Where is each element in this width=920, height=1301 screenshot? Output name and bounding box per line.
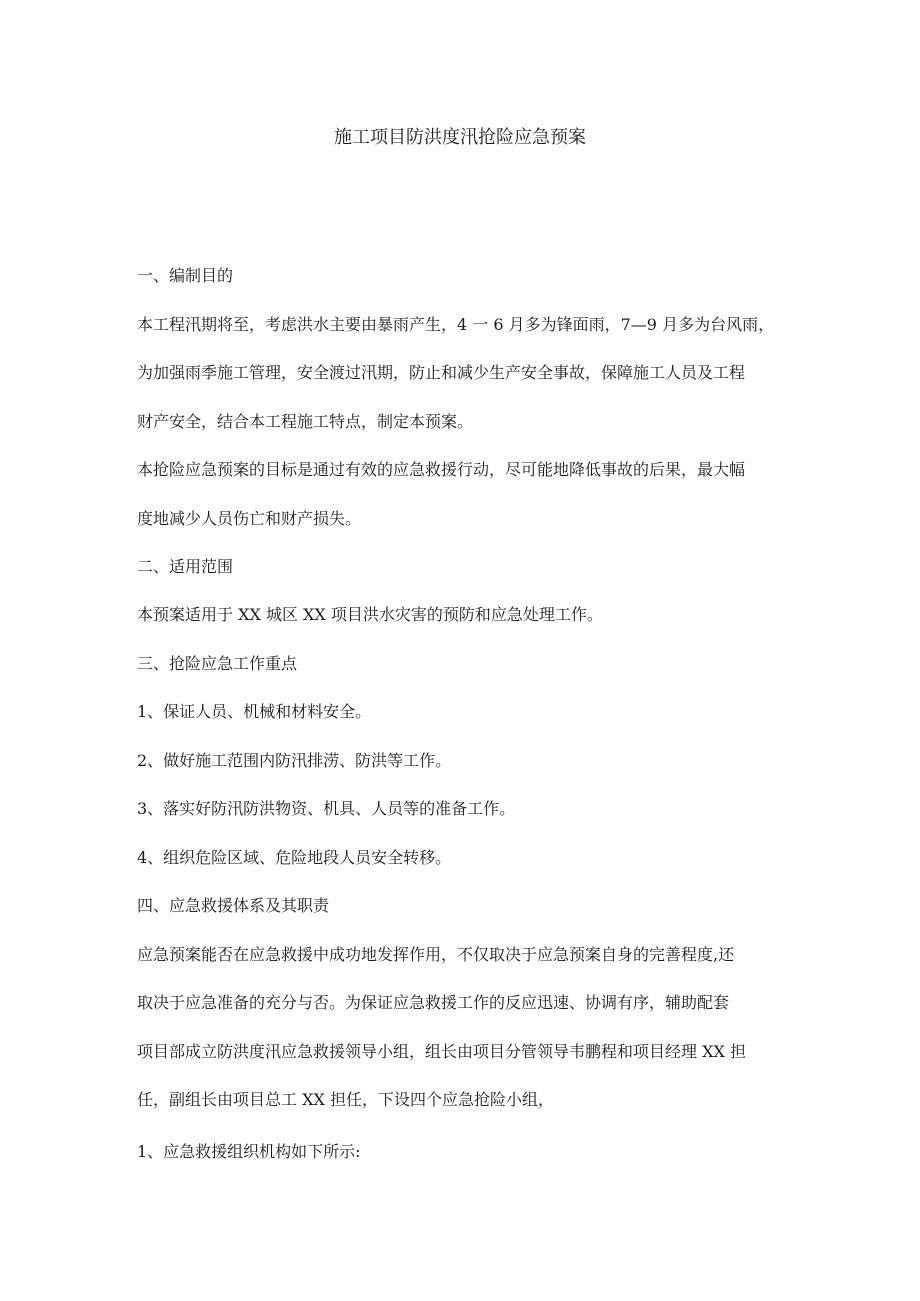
- section-heading-purpose: 一、编制目的: [137, 266, 234, 285]
- body-line: 本抢险应急预案的目标是通过有效的应急救援行动，尽可能地降低事故的后果，最大幅: [137, 460, 746, 479]
- body-line: 项目部成立防洪度汛应急救援领导小组，组长由项目分管领导韦鹏程和项目经理 XX 担: [137, 1042, 746, 1061]
- section-heading-key-points: 三、抢险应急工作重点: [137, 654, 298, 673]
- list-item: 3、落实好防汛防洪物资、机具、人员等的准备工作。: [137, 799, 516, 818]
- list-item: 1、应急救援组织机构如下所示:: [137, 1142, 361, 1161]
- document-title: 施工项目防洪度汛抢险应急预案: [334, 127, 586, 148]
- section-heading-system: 四、应急救援体系及其职责: [137, 896, 330, 915]
- list-item: 1、保证人员、机械和材料安全。: [137, 702, 372, 721]
- body-line: 度地减少人员伤亡和财产损失。: [137, 509, 362, 528]
- body-line: 取决于应急准备的充分与否。为保证应急救援工作的反应迅速、协调有序，辅助配套: [137, 993, 730, 1012]
- list-item: 4、组织危险区域、危险地段人员安全转移。: [137, 848, 452, 867]
- body-line: 本预案适用于 XX 城区 XX 项目洪水灾害的预防和应急处理工作。: [137, 605, 603, 624]
- body-line: 财产安全，结合本工程施工特点，制定本预案。: [137, 412, 474, 431]
- body-line: 任，副组长由项目总工 XX 担任，下设四个应急抢险小组，: [137, 1090, 554, 1109]
- body-line: 应急预案能否在应急救援中成功地发挥作用，不仅取决于应急预案自身的完善程度,还: [137, 945, 735, 964]
- body-line: 为加强雨季施工管理，安全渡过汛期，防止和减少生产安全事故，保障施工人员及工程: [137, 363, 746, 382]
- body-line: 本工程汛期将至，考虑洪水主要由暴雨产生，4 一 6 月多为锋面雨，7—9 月多为台风雨，: [137, 315, 775, 334]
- section-heading-scope: 二、适用范围: [137, 557, 234, 576]
- list-item: 2、做好施工范围内防汛排涝、防洪等工作。: [137, 751, 452, 770]
